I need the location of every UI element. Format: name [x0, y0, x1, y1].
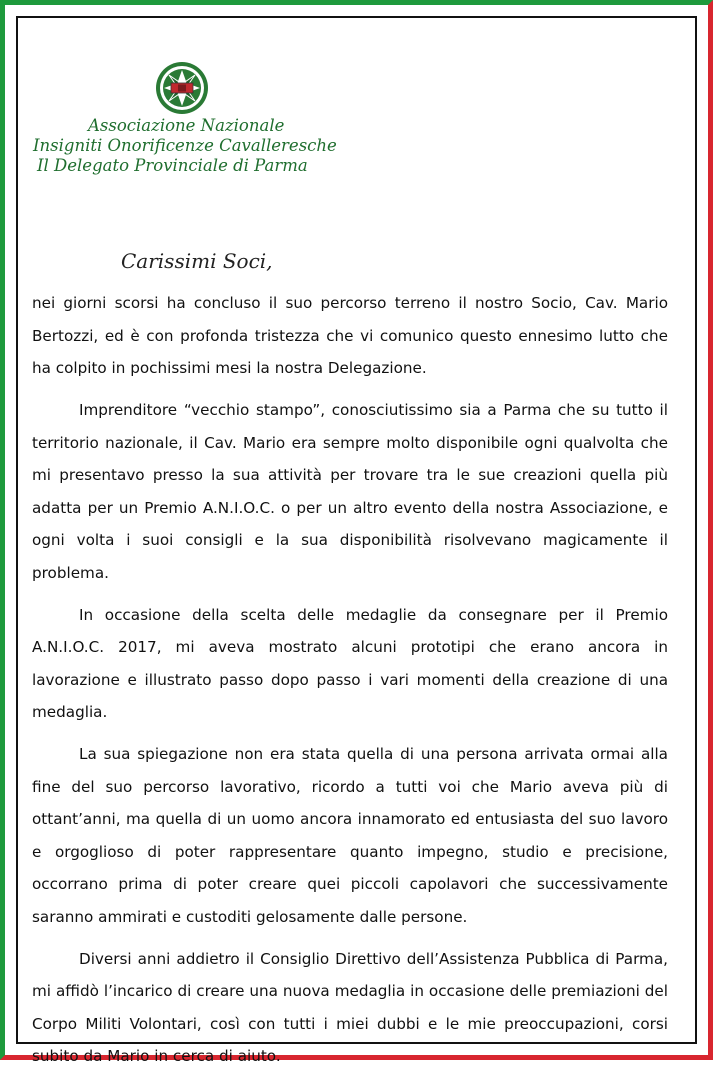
org-name-line2: Insigniti Onorificenze Cavalleresche — [33, 136, 337, 155]
letter-body — [32, 287, 668, 1082]
aniocc-emblem-icon — [154, 60, 210, 116]
letter-salutation: Carissimi Soci, — [121, 249, 273, 273]
letter-paragraph: nei giorni scorsi ha concluso il suo percorso terreno il nostro Socio, Cav. Mario Bertozzi, ed è con profonda tristezza che vi comunico questo ennesimo lutto che ha colpito in pochissimi mesi la nostra Delegazione. — [32, 294, 668, 377]
association-header — [30, 116, 360, 176]
letter-paragraph: La sua spiegazione non era stata quella di una persona arrivata ormai alla fine del suo percorso lavorativo, ricordo a tutti voi che Mario aveva più di ottant’anni, ma quella di un uomo ancora innamorato ed entusiasta del suo lavoro e orgoglioso di poter rappresentare quanto impegno, studio e precisione, occorrano prima di poter creare quei piccoli capolavori che successivamente saranno ammirati e custoditi gelosamente dalle persone. — [32, 745, 668, 926]
letter-paragraph: Diversi anni addietro il Consiglio Direttivo dell’Assistenza Pubblica di Parma, mi affidò l’incarico di creare una nuova medaglia in occasione delle premiazioni del Corpo Militi Volontari, così con tutti i miei dubbi e le mie preoccupazioni, corsi subito da Mario in cerca di aiuto. — [32, 949, 668, 1065]
org-name-line3: Il Delegato Provinciale di Parma — [37, 156, 308, 175]
letter-paragraph: In occasione della scelta delle medaglie da consegnare per il Premio A.N.I.O.C. 2017, mi aveva mostrato alcuni prototipi che erano ancora in lavorazione e illustrato passo dopo passo i vari momenti della creazione di una medaglia. — [32, 605, 668, 721]
letter-paragraph: Imprenditore “vecchio stampo”, conosciutissimo sia a Parma che su tutto il territorio nazionale, il Cav. Mario era sempre molto disponibile ogni qualvolta che mi presentavo presso la sua attività per trovare tra le sue creazioni quella più adatta per un Premio A.N.I.O.C. o per un altro evento della nostra Associazione, e ogni volta i suoi consigli e la sua disponibilità risolvevano magicamente il problema. — [32, 401, 668, 582]
org-name-line1: Associazione Nazionale — [88, 116, 285, 135]
